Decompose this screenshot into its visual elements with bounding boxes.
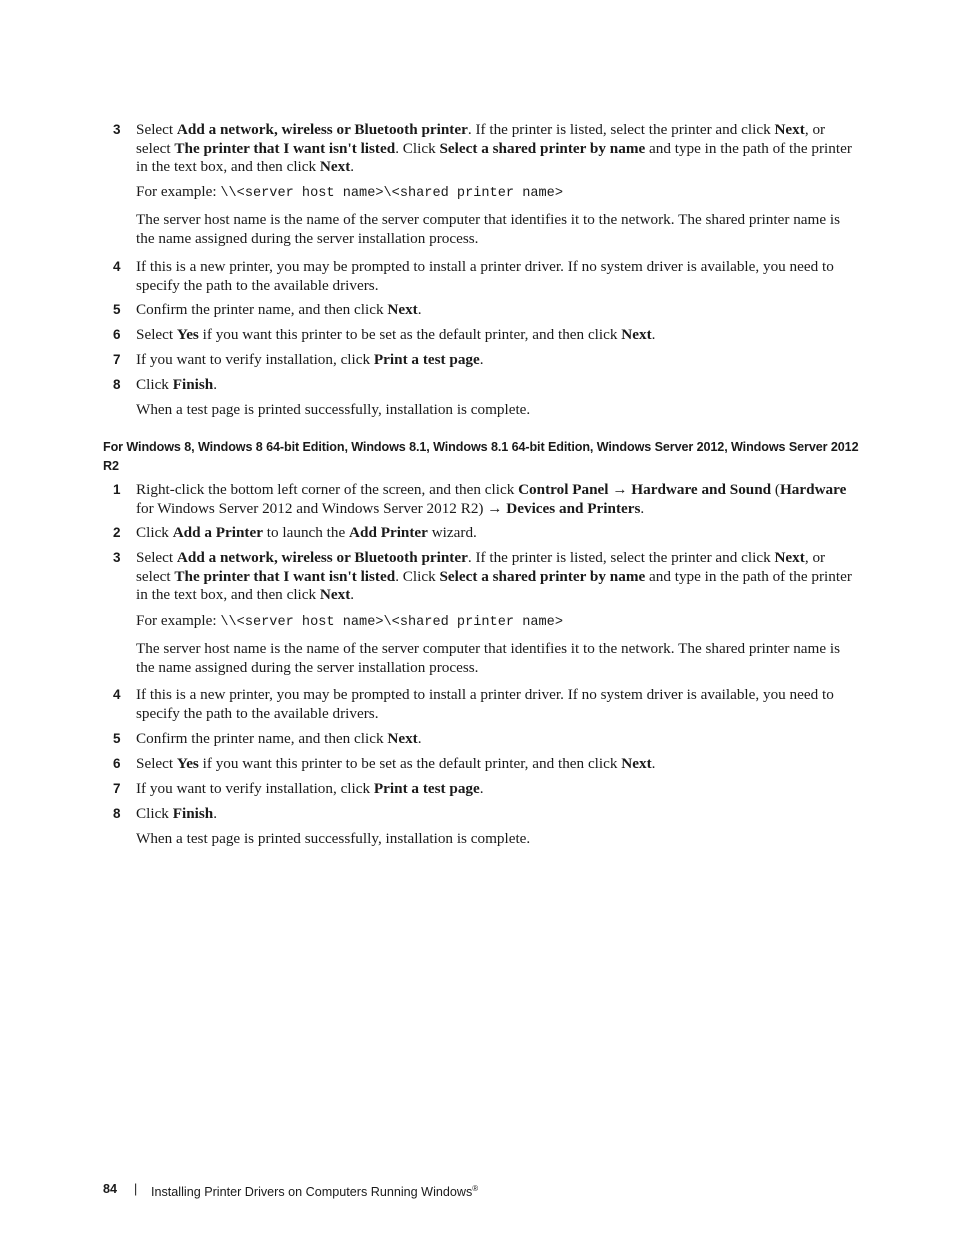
step-text <box>136 686 853 723</box>
footer-separator: | <box>134 1182 138 1196</box>
step-text <box>136 258 853 295</box>
step-number: 6 <box>113 756 121 771</box>
step-text-part: , or select <box>136 549 826 585</box>
step-text-part: . <box>479 351 484 368</box>
ui-term: The printer that I want isn't listed <box>174 139 396 157</box>
step-text-part: Confirm the printer name, and then click <box>136 301 388 318</box>
step-number: 4 <box>113 687 121 702</box>
step-number: 4 <box>113 259 121 274</box>
ui-term: Add Printer <box>349 524 428 541</box>
ui-term: Yes <box>176 326 199 343</box>
step-number: 5 <box>113 731 121 746</box>
footer-title-text: Installing Printer Drivers on Computers Running Windows <box>151 1185 473 1200</box>
step-text-part: . <box>479 780 484 797</box>
step-number: 8 <box>113 806 121 821</box>
step-number: 3 <box>113 122 121 137</box>
ui-term: Finish <box>172 805 214 822</box>
step-text-part: . Click <box>395 139 440 157</box>
step-text-part: if you want this printer to be set as the default printer, and then click <box>198 755 622 772</box>
ui-term: Hardware and Sound <box>631 481 772 498</box>
step-number: 7 <box>113 352 121 367</box>
footer-title <box>151 1179 478 1202</box>
section-heading: For Windows 8, Windows 8 64-bit Edition, Windows 8.1, Windows 8.1 64-bit Edition, Windows Server 2012, Windows Server 2012 R2 <box>103 440 859 473</box>
ui-term: The printer that I want isn't listed <box>174 567 396 585</box>
step-text <box>136 121 853 177</box>
step-text-part: . If the printer is listed, select the printer and click <box>467 121 775 138</box>
step-text-part: . <box>651 326 656 343</box>
step-number: 2 <box>113 525 121 540</box>
ui-term: Next <box>621 326 652 343</box>
step-text-part: for Windows Server 2012 and Windows Server 2012 R2) → <box>136 499 507 517</box>
step-text-part: wizard. <box>427 524 477 541</box>
ui-term: Print a test page <box>373 780 480 797</box>
step-text-part: Select <box>136 755 177 772</box>
page-number: 84 <box>103 1182 118 1196</box>
ui-term: Next <box>621 755 652 772</box>
step-text-part: If you want to verify installation, click <box>136 780 374 797</box>
step-text <box>136 326 853 345</box>
completion-note: When a test page is printed successfully, installation is complete. <box>136 830 531 847</box>
ui-term: Finish <box>172 376 214 393</box>
ui-term: Next <box>774 549 805 566</box>
step-text-part: and type in the path of the printer in the text box, and then click <box>136 567 852 604</box>
step-text <box>136 481 853 518</box>
ui-term: Devices and Printers <box>506 499 641 517</box>
step-text <box>136 755 853 774</box>
step-text-part: Select <box>136 549 177 566</box>
step-text-part: . <box>417 301 422 318</box>
step-text-part: . <box>417 730 422 747</box>
step-text-part: if you want this printer to be set as the default printer, and then click <box>198 326 622 343</box>
step-text-part: . <box>213 376 218 393</box>
step-text <box>136 730 853 749</box>
step-number: 5 <box>113 302 121 317</box>
step-text <box>136 805 853 824</box>
example-line <box>136 612 856 633</box>
step-number: 7 <box>113 781 121 796</box>
step-text <box>136 549 853 605</box>
step-text-part: Select <box>136 121 177 138</box>
step-text-part: . <box>640 499 645 517</box>
ui-term: Next <box>774 121 805 138</box>
explanation-paragraph: The server host name is the name of the server computer that identifies it to the network. The shared printer name is the name assigned during the server installation process. <box>136 211 841 247</box>
ui-term: Add a network, wireless or Bluetooth printer <box>176 549 468 566</box>
step-text <box>136 376 853 395</box>
ui-term: Add a network, wireless or Bluetooth printer <box>176 121 468 138</box>
step-number: 8 <box>113 377 121 392</box>
step-text-part: Click <box>136 376 173 393</box>
registered-mark: ® <box>472 1184 479 1193</box>
ui-term: Next <box>387 730 418 747</box>
step-text-part: If this is a new printer, you may be prompted to install a printer driver. If no system driver is available, you need to specify the path to the available drivers. <box>136 686 834 722</box>
step-number: 6 <box>113 327 121 342</box>
ui-term: Next <box>319 158 351 176</box>
step-text-part: Select <box>136 326 177 343</box>
explanation-paragraph: The server host name is the name of the server computer that identifies it to the network. The shared printer name is the name assigned during the server installation process. <box>136 640 841 676</box>
step-text-part: . <box>350 158 355 176</box>
example-label: For example: <box>136 183 221 200</box>
example-path: \\<server host name>\<shared printer name> <box>220 186 563 201</box>
step-text-part: , or select <box>136 121 826 157</box>
ui-term: Select a shared printer by name <box>439 139 646 157</box>
step-text-part: Click <box>136 805 173 822</box>
example-line <box>136 183 856 204</box>
step-text-part: Confirm the printer name, and then click <box>136 730 388 747</box>
ui-term: Add a Printer <box>172 524 263 541</box>
step-text-part: Click <box>136 524 173 541</box>
example-path: \\<server host name>\<shared printer name> <box>220 615 563 630</box>
step-text <box>136 301 853 320</box>
ui-term: Control Panel <box>518 481 609 498</box>
step-text-part: . If the printer is listed, select the printer and click <box>467 549 775 566</box>
ui-term: Print a test page <box>373 351 480 368</box>
step-text-part: If you want to verify installation, click <box>136 351 374 368</box>
step-text-part: If this is a new printer, you may be prompted to install a printer driver. If no system driver is available, you need to specify the path to the available drivers. <box>136 258 834 294</box>
step-text-part: . Click <box>395 567 440 585</box>
step-number: 1 <box>113 482 121 497</box>
step-text-part: . <box>213 805 218 822</box>
ui-term: Yes <box>176 755 199 772</box>
step-text-part: and type in the path of the printer in the text box, and then click <box>136 139 852 176</box>
step-text-part: Right-click the bottom left corner of the screen, and then click <box>136 481 519 498</box>
ui-term: Next <box>319 586 351 604</box>
step-text-part: ( <box>771 481 780 498</box>
step-text-part: → <box>608 481 632 498</box>
step-text <box>136 780 853 799</box>
step-text-part: to launch the <box>262 524 350 541</box>
step-text <box>136 524 853 543</box>
ui-term: Next <box>387 301 418 318</box>
step-number: 3 <box>113 550 121 565</box>
completion-note: When a test page is printed successfully, installation is complete. <box>136 401 531 418</box>
ui-term: Hardware <box>779 481 847 498</box>
step-text-part: . <box>651 755 656 772</box>
step-text <box>136 351 853 370</box>
step-text-part: . <box>350 586 355 604</box>
ui-term: Select a shared printer by name <box>439 567 646 585</box>
example-label: For example: <box>136 612 221 629</box>
